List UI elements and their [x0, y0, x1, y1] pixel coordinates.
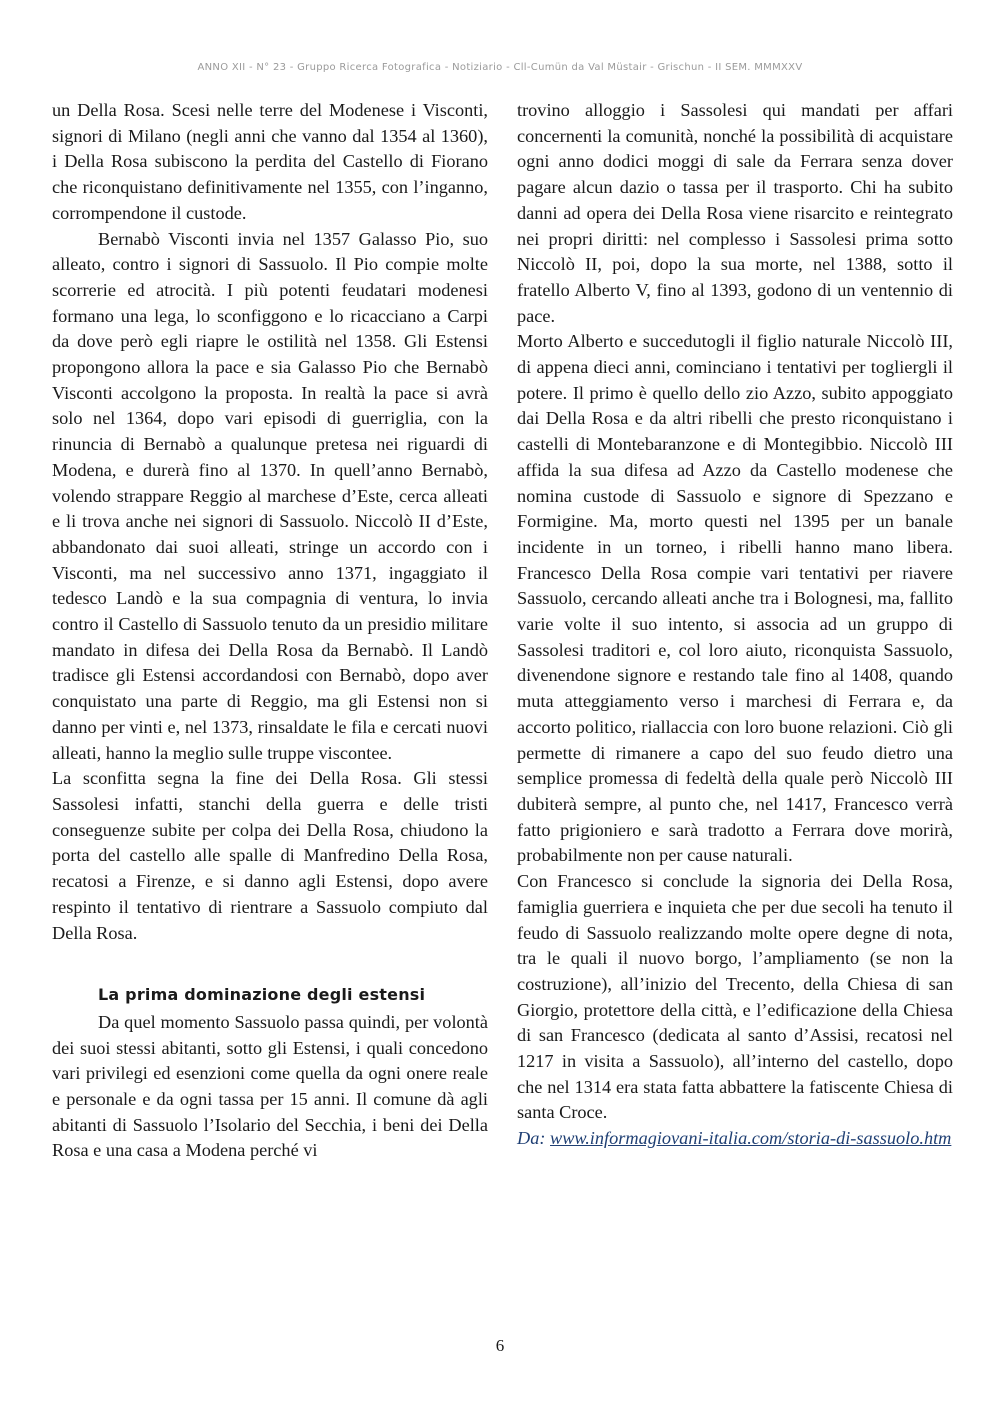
section-heading: La prima dominazione degli estensi [98, 985, 426, 1005]
left-column [52, 98, 488, 1164]
paragraph: Con Francesco si conclude la signoria dei Della Rosa, famiglia guerriera e inquieta che per due secoli ha tenuto il feudo di Sassuolo realizzando molte opere degne di nota, tra le quali il nuovo borgo, l’ampliamento (se non la costruzione), all’inizio del Trecento, della Chiesa di san Giorgio, protettore della città, e l’edificazione della Chiesa di san Francesco (dedicata al santo d’Assisi, recatosi nel 1217 in visita a Sassuolo), all’interno del castello, dopo che nel 1314 era stata fatta abbattere la fatiscente Chiesa di santa Croce. [517, 871, 953, 1123]
source-citation [517, 1126, 953, 1152]
paragraph: Da quel momento Sassuolo passa quindi, per volontà dei suoi stessi abitanti, sotto gli Estensi, i quali concedono vari privilegi ed esenzioni come quella da ogni onere reale e personale e da ogni tassa per 15 anni. Il comune dà agli abitanti di Sassuolo l’Isolario del Secchia, i beni dei Della Rosa e una casa a Modena perché vi [52, 1011, 488, 1161]
paragraph: Morto Alberto e succedutogli il figlio naturale Niccolò III, di appena dieci anni, cominciano i tentativi per togliergli il potere. Il primo è quello dello zio Azzo, subito appoggiato dai Della Rosa e da altri ribelli che presto riconquistano i castelli di Montebaranzone e di Montegibbio. Niccolò III affida la sua difesa ad Azzo da Castello modenese che nomina custode di Sassuolo e signore di Spezzano e Formigine. Ma, morto questi nel 1395 per un banale incidente in un torneo, i ribelli hanno mano libera. Francesco Della Rosa compie vari tentativi per riavere Sassuolo, cercando alleati anche tra i Bolognesi, ma, fallito varie volte il suo intento, si associa ad un gruppo di Sassolesi traditori e, col loro aiuto, riconquista Sassuolo, divenendone signore e restando tale fino al 1408, quando muta atteggiamento verso i marchesi di Ferrara e, da accorto politico, riallaccia con loro buone relazioni. Ciò gli permette di rimanere a capo del suo feudo dietro una semplice promessa di fedeltà della quale però Niccolò III dubiterà sempre, al punto che, nel 1417, Francesco verrà fatto prigioniero e sarà tradotto a Ferrara dove morirà, probabilmente non per cause naturali. [517, 331, 953, 866]
paragraph: Bernabò Visconti invia nel 1357 Galasso Pio, suo alleato, contro i signori di Sassuolo. Il Pio compie molte scorrerie ed atrocità. I più potenti feudatari modenesi formano una lega, lo sconfiggono e lo ricacciano a Carpi da dove però egli riapre le ostilità nel 1358. Gli Estensi propongono allora la pace e sia Galasso Pio che Bernabò Visconti accolgono la proposta. In realtà la pace si avrà solo nel 1364, dopo vari episodi di guerriglia, con la rinuncia di Bernabò a qualunque pretesa nei riguardi di Modena, e durerà fino al 1370. In quell’anno Bernabò, volendo strappare Reggio al marchese d’Este, cerca alleati e li trova anche nei signori di Sassuolo. Niccolò II d’Este, abbandonato dai suoi alleati, stringe un accordo con i Visconti, ma nel successivo anno 1371, ingaggiato il tedesco Landò e la sua compagnia di ventura, lo invia contro il Castello di Sassuolo tenuto da un presidio militare mandato in difesa dei Della Rosa da Bernabò. Il Landò tradisce gli Estensi accordandosi con Bernabò, dopo aver conquistato una parte di Reggio, ma gli Estensi non si danno per vinti e, nel 1373, rinsaldate le fila e cercati nuovi alleati, hanno la meglio sulle truppe viscontee. [52, 228, 488, 763]
running-header: ANNO XII - N° 23 - Gruppo Ricerca Fotografica - Notiziario - Cll-Cumün da Val Müstair - Grischun - II SEM. MMMXXV [197, 62, 803, 73]
paragraph: trovino alloggio i Sassolesi qui mandati per affari concernenti la comunità, nonché la possibilità di acquistare ogni anno dodici moggi di sale da Ferrara senza dover pagare alcun dazio o tassa per il trasporto. Chi ha subito danni ad opera dei Della Rosa viene risarcito e reintegrato nei propri diritti: nel complesso i Sassolesi prima sotto Niccolò II, poi, dopo la sua morte, nel 1388, sotto il fratello Alberto V, fino al 1393, godono di un ventennio di pace. [517, 100, 953, 326]
right-column [517, 98, 953, 1152]
page-number: 6 [495, 1336, 505, 1355]
source-link[interactable]: www.informagiovani-italia.com/storia-di-sassuolo.htm [550, 1128, 952, 1149]
paragraph: un Della Rosa. Scesi nelle terre del Modenese i Visconti, signori di Milano (negli anni che vanno dal 1354 al 1360), i Della Rosa subiscono la perdita del Castello di Fiorano che riconquistano definitivamente nel 1355, con l’inganno, corrompendone il custode. [52, 100, 488, 223]
source-prefix: Da: [517, 1128, 551, 1149]
paragraph: La sconfitta segna la fine dei Della Rosa. Gli stessi Sassolesi infatti, stanchi della guerra e delle tristi conseguenze subite per colpa dei Della Rosa, chiudono la porta del castello alle spalle di Manfredino Della Rosa, recatosi a Firenze, e si danno agli Estensi, dopo avere respinto il tentativo di rientrare a Sassuolo compiuto dal Della Rosa. [52, 768, 488, 943]
